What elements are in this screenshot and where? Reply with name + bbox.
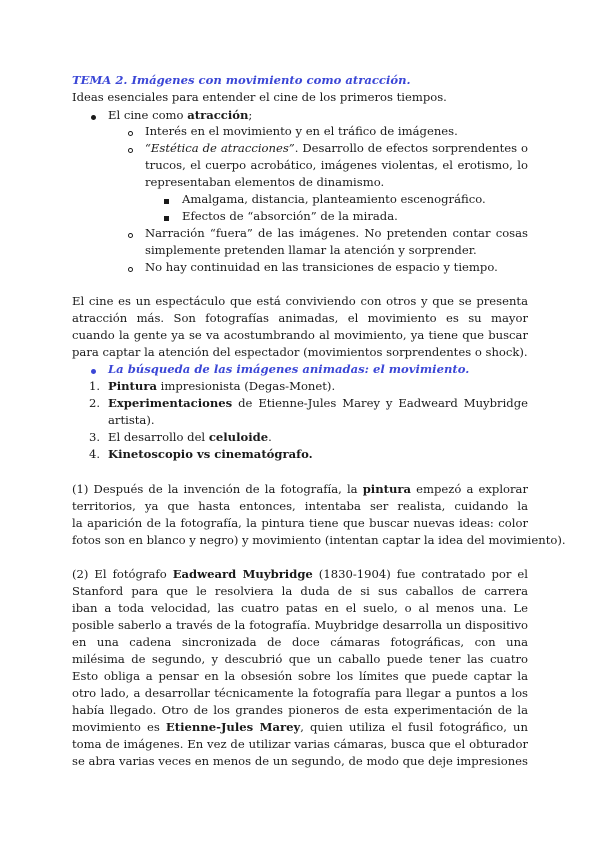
circle-bullet-icon <box>128 131 133 136</box>
para1-line-2: atracción más. Son fotografías animadas, el movimiento es su mayor <box>72 311 528 325</box>
outline-sub-2-line-3: representaban elementos de dinamismo. <box>145 175 385 189</box>
para1-line-4: para captar la atención del espectador (movimientos sorprendentes o shock). <box>72 345 528 359</box>
square-bullet-icon <box>164 216 169 221</box>
para3-line-6: milésima de segundo, y descubrió que un caballo puede tener las cuatro <box>72 652 528 666</box>
circle-bullet-icon <box>128 148 133 153</box>
bullet-icon <box>91 115 96 120</box>
numbered-item-3: El desarrollo del celuloide. <box>108 430 272 444</box>
num-3: 3. <box>89 430 101 444</box>
outline-sub-1: Interés en el movimiento y en el tráfico de imágenes. <box>145 124 458 138</box>
outline-sub-3-line-2: simplemente pretenden llamar la atención y sorprender. <box>145 243 477 257</box>
bullet-icon <box>91 369 96 374</box>
intro-line: Ideas esenciales para entender el cine de los primeros tiempos. <box>72 90 447 104</box>
para2-line-2: territorios, ya que hasta entonces, intentaba ser realista, cuidando la <box>72 499 528 513</box>
search-heading: La búsqueda de las imágenes animadas: el movimiento. <box>108 362 470 376</box>
page-title: TEMA 2. Imágenes con movimiento como atracción. <box>72 73 411 87</box>
para3-line-3: iban a toda velocidad, las cuatro patas en el suelo, o al menos una. Le <box>72 601 528 615</box>
num-1: 1. <box>89 379 101 393</box>
numbered-item-1: Pintura impresionista (Degas-Monet). <box>108 379 336 393</box>
square-bullet-icon <box>164 199 169 204</box>
outline-sub-2-line-1: “Estética de atracciones”. Desarrollo de efectos sorprendentes o <box>145 141 528 155</box>
para3-line-1: (2) El fotógrafo Eadweard Muybridge (1830-1904) fue contratado por el <box>72 567 528 581</box>
outline-subsub-1: Amalgama, distancia, planteamiento escenográfico. <box>182 192 486 206</box>
outline-sub-4: No hay continuidad en las transiciones de espacio y tiempo. <box>145 260 498 274</box>
outline-sub-2-line-2: trucos, el cuerpo acrobático, imágenes violentas, el erotismo, lo <box>145 158 528 172</box>
para3-line-9: había llegado. Otro de los grandes pioneros de esta experimentación de la <box>72 703 528 717</box>
para3-line-2: Stanford para que le resolviera la duda de si sus caballos de carrera <box>72 584 528 598</box>
para3-line-8: otro lado, a desarrollar técnicamente la fotografía para llegar a puntos a los <box>72 686 528 700</box>
numbered-item-2-line-2: artista). <box>108 413 155 427</box>
para1-line-1: El cine es un espectáculo que está conviviendo con otros y que se presenta <box>72 294 528 308</box>
para3-line-5: en una cadena sincronizada de doce cámaras fotográficas, con una <box>72 635 528 649</box>
para3-line-4: posible saberlo a través de la fotografía. Muybridge desarrolla un dispositivo <box>72 618 528 632</box>
outline-item-1: El cine como atracción; <box>108 108 253 122</box>
circle-bullet-icon <box>128 233 133 238</box>
numbered-item-2-line-1: Experimentaciones de Etienne-Jules Marey y Eadweard Muybridge <box>108 396 528 410</box>
para2-line-3: la aparición de la fotografía, la pintura tiene que buscar nuevas ideas: color <box>72 516 528 530</box>
para3-line-12: se abra varias veces en menos de un segundo, de modo que deje impresiones <box>72 754 528 768</box>
circle-bullet-icon <box>128 267 133 272</box>
outline-sub-3-line-1: Narración “fuera” de las imágenes. No pretenden contar cosas <box>145 226 528 240</box>
para3-line-10: movimiento es Etienne-Jules Marey, quien utiliza el fusil fotográfico, un <box>72 720 528 734</box>
para2-line-4: fotos son en blanco y negro) y movimiento (intentan captar la idea del movimiento). <box>72 533 566 547</box>
para3-line-11: toma de imágenes. En vez de utilizar varias cámaras, busca que el obturador <box>72 737 528 751</box>
para2-line-1: (1) Después de la invención de la fotografía, la pintura empezó a explorar <box>72 482 528 496</box>
num-4: 4. <box>89 447 101 461</box>
num-2: 2. <box>89 396 101 410</box>
outline-subsub-2: Efectos de “absorción” de la mirada. <box>182 209 398 223</box>
numbered-item-4: Kinetoscopio vs cinematógrafo. <box>108 447 313 461</box>
para1-line-3: cuando la gente ya se va acostumbrando al movimiento, ya tiene que buscar <box>72 328 528 342</box>
para3-line-7: Esto obliga a pensar en la obsesión sobre los límites que puede captar la <box>72 669 528 683</box>
